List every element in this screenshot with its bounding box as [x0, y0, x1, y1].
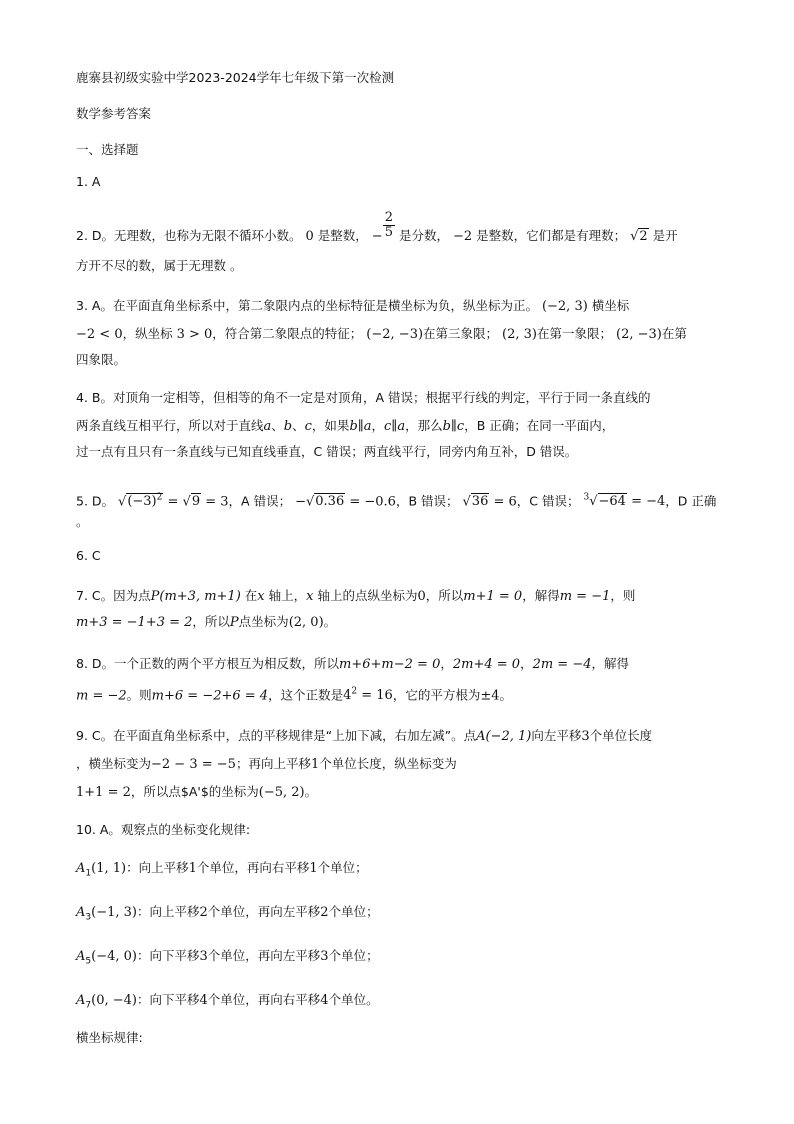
text: 3. A。在平面直角坐标系中，第二象限内点的坐标特征是横坐标为负，纵坐标为正。: [76, 298, 538, 313]
math-var: P: [229, 615, 239, 630]
math-var: x: [306, 589, 314, 604]
answer-10-intro: 10. A。观察点的坐标变化规律:: [76, 822, 251, 837]
sqrt-radicand: −64: [598, 494, 626, 510]
text: ，横坐标变为: [76, 756, 152, 771]
math-sign: −: [371, 229, 383, 244]
math-expr: m+1 = 0: [463, 589, 523, 604]
text: 是整数，: [317, 228, 368, 243]
text: 个单位，再向右平移: [196, 860, 310, 875]
text: 横坐标: [591, 298, 630, 313]
root-index: 3: [583, 493, 590, 503]
math-number: 1: [309, 861, 318, 876]
math-number: 3: [199, 949, 208, 964]
text: ，B 错误；: [395, 493, 459, 509]
text: 轴上的点纵坐标为: [317, 588, 418, 603]
math-expr: 0: [417, 589, 426, 604]
math-expr: m = −1: [559, 589, 611, 604]
text: ，D 正确: [665, 493, 717, 509]
subscript: 7: [85, 1000, 92, 1011]
math-expr: −2: [452, 229, 473, 244]
text: 5. D。: [76, 493, 115, 509]
answer-10-outro: 横坐标规律:: [76, 1030, 143, 1045]
equals: =: [167, 494, 183, 510]
math-point: (−2, −3): [366, 327, 424, 342]
math-expr: 2m = −4: [532, 657, 592, 672]
text: ，纵坐标: [122, 326, 173, 341]
answer-6: 6. C: [76, 548, 101, 563]
text: 向左平移: [531, 728, 582, 743]
text: 。则: [126, 687, 152, 703]
text: 是整数，它们都是有理数；: [476, 228, 627, 243]
answer-2-line-2: 方开不尽的数，属于无理数 。: [76, 258, 243, 273]
text: 在: [244, 588, 258, 603]
math-expr: −√0.36 = −0.6: [295, 494, 396, 510]
answer-5-line-1: [76, 490, 726, 510]
text: 个单位；: [328, 904, 379, 919]
text: ，所以: [192, 614, 230, 629]
math-expr: 1+1 = 2: [76, 785, 131, 800]
sqrt-radicand: 9: [191, 494, 201, 510]
text: 个单位。: [328, 992, 379, 1007]
text: 两条直线互相平行，所以对于直线: [76, 418, 264, 433]
math-number: 4: [320, 993, 329, 1008]
answer-7-line-2: [76, 614, 726, 631]
math-expr: m+6+m−2 = 0: [339, 657, 441, 672]
math-var: c: [304, 419, 312, 434]
result: = 6: [489, 494, 517, 510]
base: 4: [343, 688, 352, 704]
answer-1: 1. A: [76, 174, 101, 189]
text: 个单位；: [317, 860, 368, 875]
math-point: P(m+3, m+1): [150, 589, 241, 604]
text: ，则: [610, 588, 636, 603]
text: 9. C。在平面直角坐标系中，点的平移规律是“上加下减，右加左减”。点: [76, 728, 477, 743]
text: 。: [323, 614, 337, 629]
text: 个单位，再向左平移: [207, 904, 321, 919]
math-point: (0, −4): [91, 993, 137, 1008]
sqrt-radicand: 0.36: [315, 494, 345, 510]
math-point: (−1, 3): [91, 905, 137, 920]
result: = 3: [201, 494, 229, 510]
math-var: A: [76, 949, 86, 964]
subscript: 5: [85, 956, 92, 967]
math-number: 3: [581, 729, 590, 744]
text: 在第一象限；: [537, 326, 613, 341]
math-expr: m = −2: [76, 688, 127, 704]
answer-10-row: [76, 860, 726, 882]
math-var: b: [283, 419, 293, 434]
text: 个单位；: [328, 948, 379, 963]
text: ，B 正确；在同一平面内，: [464, 418, 615, 433]
text: ，符合第二象限点的特征；: [212, 326, 363, 341]
answer-4-line-3: 过一点有且只有一条直线与已知直线垂直，C 错误；两直线平行，同旁内角互补，D 错误。: [76, 444, 578, 459]
math-expr: $^3$√−64 = −4: [583, 493, 666, 510]
math-point: (2, −3): [616, 327, 662, 342]
sqrt-radicand: 36: [471, 494, 489, 510]
answer-3-line-2: [76, 326, 726, 343]
answer-8-line-2: [76, 684, 726, 704]
text: 在第三象限；: [423, 326, 499, 341]
answer-9-line-3: [76, 784, 726, 801]
math-var: A: [76, 861, 86, 876]
math-expr: b∥a: [349, 419, 372, 434]
math-expr: −2 < 0: [76, 327, 123, 342]
text: 个单位，再向左平移: [207, 948, 321, 963]
answer-2-line-1: [76, 210, 726, 245]
math-expr: 2m+4 = 0: [452, 657, 521, 672]
text: 7. C。因为点: [76, 588, 151, 603]
math-expr: m+6 = −2+6 = 4: [151, 688, 269, 704]
math-point: (1, 1): [91, 861, 127, 876]
text: 2. D。无理数，也称为无限不循环小数。: [76, 228, 302, 243]
result: = −0.6: [345, 494, 396, 510]
math-expr: b∥c: [442, 419, 465, 434]
math-expr: c∥a: [384, 419, 406, 434]
text: ：向下平移: [136, 992, 200, 1007]
text: 轴上，: [268, 588, 307, 603]
math-number: 2: [320, 905, 329, 920]
text: ，: [371, 418, 385, 433]
math-var: x: [257, 589, 265, 604]
math-point: A(−2, 1): [476, 729, 532, 744]
sign: −: [295, 494, 306, 510]
text: ，那么: [405, 418, 443, 433]
answer-3-line-1: [76, 298, 726, 315]
answer-10-row: [76, 992, 726, 1014]
text: ，A 错误；: [228, 493, 292, 509]
text: 、: [271, 418, 284, 433]
section-heading: 一、选择题: [76, 142, 139, 157]
answer-7-line-1: [76, 588, 726, 605]
answer-9-line-2: [76, 756, 726, 773]
text: ，所以点$A'$的坐标为: [130, 784, 259, 799]
text: 。: [499, 687, 513, 703]
text: 个单位长度，纵坐标变为: [319, 756, 457, 771]
math-expr: ±4: [480, 688, 500, 704]
text: ，这个正数是: [268, 687, 344, 703]
math-var: a: [263, 419, 272, 434]
text: 、: [292, 418, 305, 433]
math-point: (−4, 0): [91, 949, 137, 964]
answer-9-line-1: [76, 728, 726, 745]
answer-10-row: [76, 948, 726, 970]
text: 在第: [661, 326, 687, 341]
result: = −4: [626, 494, 666, 510]
text: ，解得: [591, 656, 630, 671]
text: 。: [304, 784, 318, 799]
math-zero: 0: [305, 229, 314, 244]
math-expr: $√(-3)^2 = √9 = 3$: [118, 493, 229, 510]
exponent: 2: [156, 493, 163, 503]
subscript: 1: [85, 868, 92, 879]
math-point: (2, 0): [288, 615, 324, 630]
text: ，解得: [522, 588, 560, 603]
math-number: 2: [199, 905, 208, 920]
document-subtitle: 数学参考答案: [76, 106, 152, 121]
math-point: (−2, 3): [541, 299, 588, 314]
text: ：向上平移: [136, 904, 200, 919]
text: ，如果: [311, 418, 350, 433]
text: 是开: [652, 228, 678, 243]
subscript: 3: [85, 912, 92, 923]
math-fraction: [383, 211, 395, 240]
answer-3-line-3: 四象限。: [76, 352, 127, 367]
text: ，: [440, 656, 453, 671]
math-number: 1: [188, 861, 197, 876]
text: ：向下平移: [136, 948, 200, 963]
sqrt-radicand: 2: [639, 229, 648, 244]
text: 是分数，: [398, 228, 449, 243]
fraction-denominator: 5: [384, 225, 393, 240]
text: 8. D。一个正数的两个平方根互为相反数，所以: [76, 656, 340, 671]
answer-10-row: [76, 904, 726, 926]
answer-8-line-1: [76, 656, 726, 673]
answer-4-line-1: 4. B。对顶角一定相等，但相等的角不一定是对顶角，A 错误；根据平行线的判定，平行于同一条直线的: [76, 390, 651, 405]
math-expr: 3 > 0: [176, 327, 213, 342]
math-var: A: [76, 905, 86, 920]
text: ，C 错误；: [516, 493, 580, 509]
text: 个单位，再向右平移: [207, 992, 321, 1007]
math-number: 3: [320, 949, 329, 964]
math-var: A: [76, 993, 86, 1008]
text: ，它的平方根为: [392, 687, 481, 703]
math-expr: m+3 = −1+3 = 2: [76, 615, 193, 630]
answer-4-line-2: [76, 418, 726, 435]
text: 个单位长度: [589, 728, 653, 743]
answer-5-line-2: 。: [76, 514, 89, 529]
text: ；再向上平移: [235, 756, 311, 771]
result: = 16: [357, 688, 393, 704]
text: ，所以: [425, 588, 464, 603]
math-number: 1: [310, 757, 320, 772]
math-expr: −2 − 3 = −5: [151, 757, 236, 772]
math-point: (2, 3): [502, 327, 537, 342]
math-expr: [343, 688, 393, 703]
exponent: 2: [351, 687, 358, 697]
math-point: (−5, 2): [258, 785, 305, 800]
math-expr: √36 = 6: [462, 494, 517, 510]
text: ：向上平移: [126, 860, 189, 875]
math-sqrt: √2: [630, 229, 648, 244]
document-title: 鹿寨县初级实验中学2023-2024学年七年级下第一次检测: [76, 70, 395, 85]
sqrt-radicand: (−3): [127, 494, 157, 510]
fraction-numerator: 2: [384, 210, 393, 225]
text: ，: [520, 656, 533, 671]
text: 点坐标为: [238, 614, 289, 629]
math-number: 4: [199, 993, 208, 1008]
